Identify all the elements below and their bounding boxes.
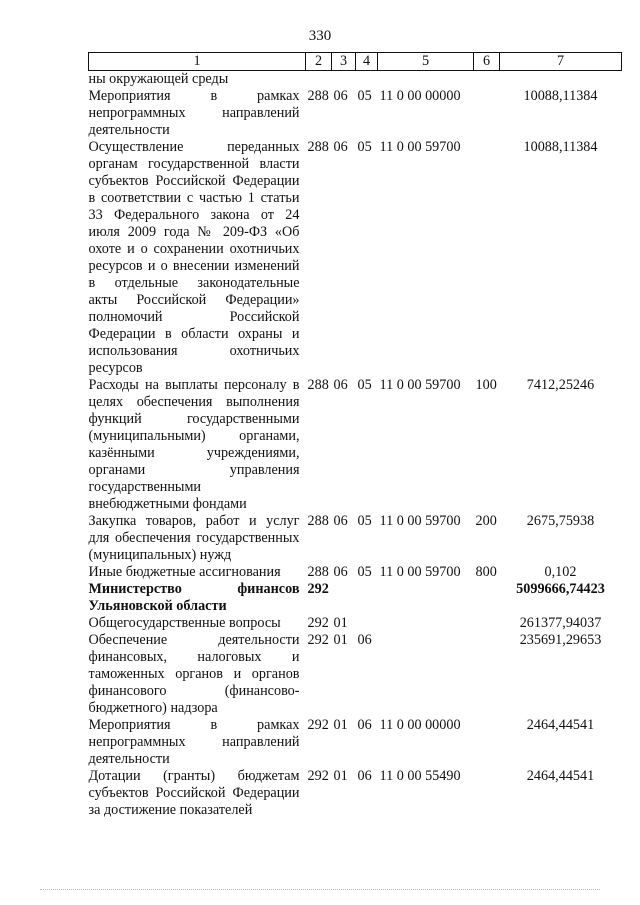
row-amount: 0,102 — [544, 564, 577, 580]
row-amount: 261377,94037 — [519, 615, 602, 631]
header-col-6: 6 — [474, 53, 500, 71]
row-section-code: 06 — [333, 513, 348, 529]
row-amount — [500, 71, 622, 89]
row-target-code: 11 0 00 55490 — [379, 768, 461, 784]
table-row — [89, 88, 622, 139]
row-subsection-code: 06 — [357, 717, 372, 733]
table-row — [89, 71, 622, 89]
row-expense-type: 200 — [475, 513, 497, 529]
row-name: Мероприятия в рамках непрограммных направлений деятельности — [88, 88, 300, 138]
row-admin-code: 288 — [307, 513, 329, 529]
row-expense-type: 100 — [475, 377, 497, 393]
table-row — [89, 139, 622, 377]
row-subsection-code: 05 — [357, 88, 372, 104]
row-subsection-code: 06 — [357, 632, 372, 648]
table-row — [89, 513, 622, 564]
row-target-code: 11 0 00 00000 — [379, 717, 461, 733]
row-target-code: 11 0 00 00000 — [379, 88, 461, 104]
row-name: Общегосударственные вопросы — [88, 615, 281, 631]
row-admin-code: 288 — [307, 564, 329, 580]
row-name: ны окружающей среды — [88, 71, 229, 87]
table-row — [89, 615, 622, 632]
row-target-code — [378, 71, 474, 89]
row-section-code: 01 — [333, 615, 348, 631]
page-number: 330 — [308, 28, 332, 44]
table-row — [89, 632, 622, 717]
row-admin-code: 292 — [307, 768, 329, 784]
row-name: Иные бюджетные ассигнования — [88, 564, 281, 580]
row-amount: 10088,11384 — [523, 139, 598, 155]
table-row — [89, 377, 622, 513]
row-name: Осуществление переданных органам государственной власти субъектов Российской Федерации в соответствии с частью 1 статьи 33 Федерального закона от 24 июля 2009 года № 209-ФЗ «Об охоте и о сохранении охотничьих ресурсов и о внесении изменений в отдельные законодательные акты Российской Федерации» полномочий Российской Федерации в области охраны и использования охотничьих ресурсов — [88, 139, 300, 376]
header-col-5: 5 — [378, 53, 474, 71]
row-expense-type — [474, 768, 500, 819]
row-admin-code: 292 — [307, 632, 329, 648]
row-section-code: 01 — [333, 717, 348, 733]
row-name: Дотации (гранты) бюджетам субъектов Российской Федерации за достижение показателей — [88, 768, 300, 818]
row-section-code: 06 — [333, 139, 348, 155]
row-expense-type — [474, 139, 500, 377]
row-admin-code: 288 — [307, 139, 329, 155]
table-row — [89, 717, 622, 768]
row-subsection-code: 05 — [357, 564, 372, 580]
row-amount: 2675,75938 — [526, 513, 595, 529]
row-name: Закупка товаров, работ и услуг для обеспечения государственных (муниципальных) нужд — [88, 513, 300, 563]
row-subsection-code: 06 — [357, 768, 372, 784]
row-target-code — [378, 632, 474, 717]
table-row — [89, 564, 622, 581]
table-row — [89, 581, 622, 615]
header-col-1: 1 — [89, 53, 306, 71]
row-target-code: 11 0 00 59700 — [379, 513, 461, 529]
scan-edge-marks — [40, 889, 600, 891]
row-amount: 235691,29653 — [519, 632, 602, 648]
row-expense-type — [474, 88, 500, 139]
row-subsection-code — [356, 71, 378, 89]
row-section-code: 06 — [333, 564, 348, 580]
row-name: Мероприятия в рамках непрограммных направлений деятельности — [88, 717, 300, 767]
row-section-code: 06 — [333, 377, 348, 393]
row-amount: 2464,44541 — [526, 717, 595, 733]
row-admin-code: 292 — [307, 581, 329, 597]
row-section-code — [332, 581, 356, 615]
row-admin-code: 288 — [307, 377, 329, 393]
header-col-2: 2 — [306, 53, 332, 71]
row-admin-code: 292 — [307, 615, 329, 631]
row-admin-code: 292 — [307, 717, 329, 733]
row-section-code: 01 — [333, 768, 348, 784]
row-expense-type — [474, 581, 500, 615]
row-section-code: 01 — [333, 632, 348, 648]
row-section-code: 06 — [333, 88, 348, 104]
row-section-code — [332, 71, 356, 89]
row-expense-type: 800 — [475, 564, 497, 580]
row-admin-code — [306, 71, 332, 89]
row-subsection-code: 05 — [357, 377, 372, 393]
row-expense-type — [474, 717, 500, 768]
header-col-4: 4 — [356, 53, 378, 71]
row-admin-code: 288 — [307, 88, 329, 104]
row-amount: 7412,25246 — [526, 377, 595, 393]
row-target-code — [378, 615, 474, 632]
row-subsection-code: 05 — [357, 513, 372, 529]
row-amount: 2464,44541 — [526, 768, 595, 784]
row-expense-type — [474, 615, 500, 632]
header-col-7: 7 — [500, 53, 622, 71]
row-subsection-code — [356, 615, 378, 632]
row-expense-type — [474, 632, 500, 717]
row-amount: 10088,11384 — [523, 88, 598, 104]
header-col-3: 3 — [332, 53, 356, 71]
row-target-code: 11 0 00 59700 — [379, 377, 461, 393]
row-subsection-code — [356, 581, 378, 615]
row-target-code: 11 0 00 59700 — [379, 139, 461, 155]
row-name: Министерство финансов Ульяновской области — [88, 581, 300, 614]
row-target-code: 11 0 00 59700 — [379, 564, 461, 580]
table-row — [89, 768, 622, 819]
budget-table — [88, 52, 622, 819]
header-row — [89, 53, 622, 71]
row-amount: 5099666,74423 — [516, 581, 605, 597]
row-name: Обеспечение деятельности финансовых, налоговых и таможенных органов и органов финансового (финансово-бюджетного) надзора — [88, 632, 300, 716]
row-target-code — [378, 581, 474, 615]
row-expense-type — [474, 71, 500, 89]
row-name: Расходы на выплаты персоналу в целях обеспечения выполнения функций государственными (муниципальными) органами, казёнными учреждениями, органами управления государственными внебюджетными фондами — [88, 377, 300, 512]
row-subsection-code: 05 — [357, 139, 372, 155]
